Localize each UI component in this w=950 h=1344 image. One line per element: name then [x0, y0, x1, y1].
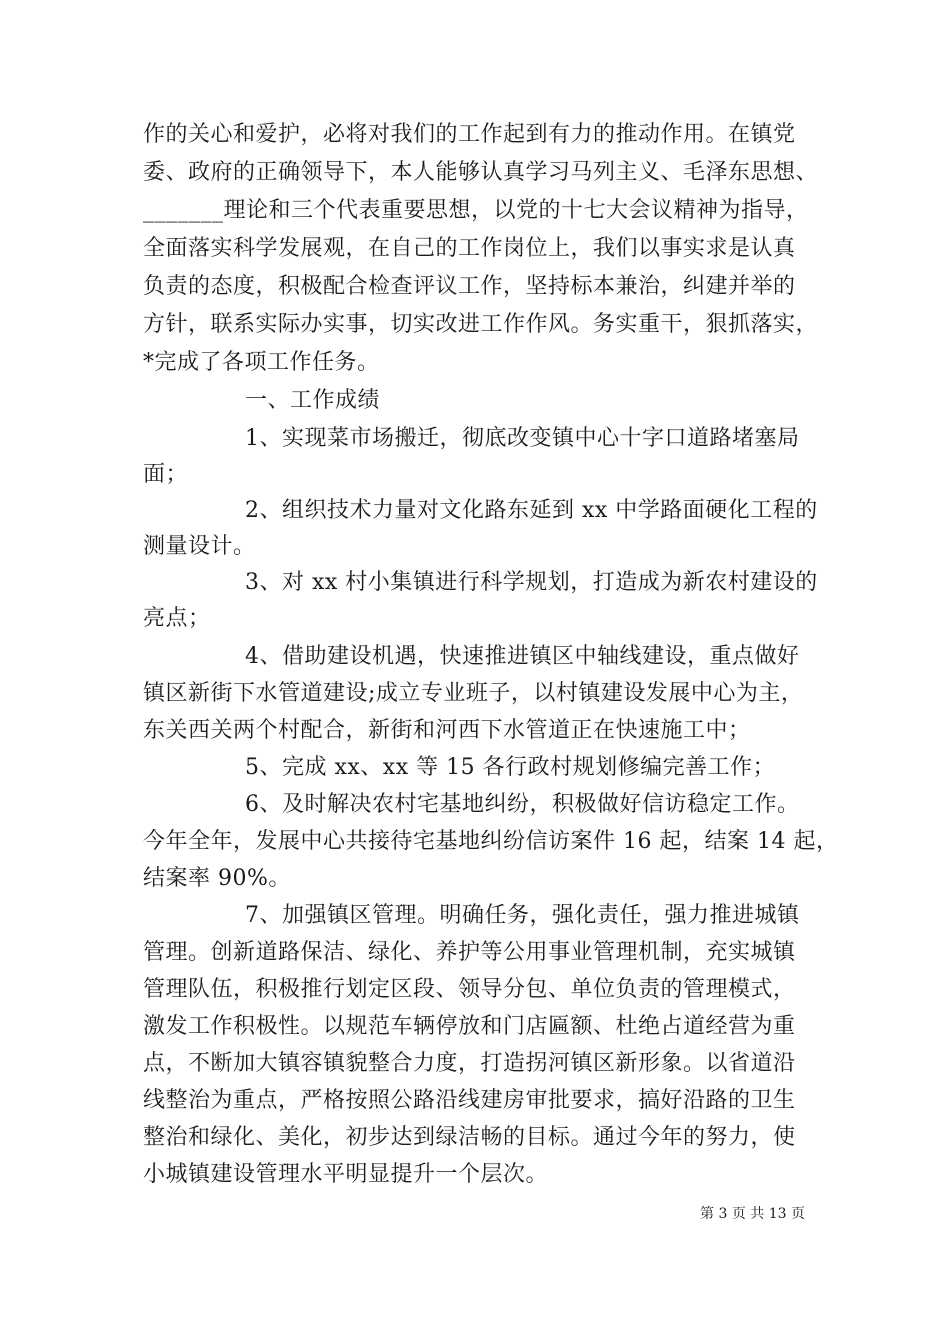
list-item-line: 管理队伍，积极推行划定区段、领导分包、单位负责的管理模式， — [143, 977, 796, 1002]
list-item-line: 4、借助建设机遇，快速推进镇区中轴线建设，重点做好 — [245, 644, 800, 669]
paragraph-line: 全面落实科学发展观，在自己的工作岗位上，我们以事实求是认真 — [143, 236, 796, 261]
list-item-line: 点，不断加大镇容镇貌整合力度，打造拐河镇区新形象。以省道沿 — [143, 1051, 796, 1076]
list-item-line: 3、对 xx 村小集镇进行科学规划，打造成为新农村建设的 — [245, 570, 818, 595]
list-item-line: 面； — [143, 462, 189, 487]
list-item-line: 测量设计。 — [143, 534, 256, 559]
paragraph-line: 方针，联系实际办实事，切实改进工作作风。务实重干，狠抓落实， — [143, 312, 819, 337]
list-item-line: 镇区新街下水管道建设;成立专业班子，以村镇建设发展中心为主， — [143, 681, 804, 706]
list-item-line: 小城镇建设管理水平明显提升一个层次。 — [143, 1162, 549, 1187]
paragraph-line: 作的关心和爱护，必将对我们的工作起到有力的推动作用。在镇党 — [143, 122, 796, 147]
list-item-line: 1、实现菜市场搬迁，彻底改变镇中心十字口道路堵塞局 — [245, 426, 800, 451]
list-item-line: 管理。创新道路保洁、绿化、养护等公用事业管理机制，充实城镇 — [143, 940, 796, 965]
section-heading: 一、工作成绩 — [245, 388, 381, 413]
list-item-line: 整治和绿化、美化，初步达到绿洁畅的目标。通过今年的努力，使 — [143, 1125, 796, 1150]
list-item-line: 7、加强镇区管理。明确任务，强化责任，强力推进城镇 — [245, 903, 800, 928]
list-item-line: 6、及时解决农村宅基地纠纷，积极做好信访稳定工作。 — [245, 792, 800, 817]
list-item-line: 今年全年，发展中心共接待宅基地纠纷信访案件 16 起，结案 14 起， — [143, 829, 839, 854]
list-item-line: 激发工作积极性。以规范车辆停放和门店匾额、杜绝占道经营为重 — [143, 1014, 796, 1039]
page-number: 第 3 页 共 13 页 — [700, 1206, 805, 1222]
list-item-line: 2、组织技术力量对文化路东延到 xx 中学路面硬化工程的 — [245, 498, 818, 523]
list-item-line: 亮点； — [143, 606, 211, 631]
list-item-line: 线整治为重点，严格按照公路沿线建房审批要求，搞好沿路的卫生 — [143, 1088, 796, 1113]
list-item-line: 结案率 90%。 — [143, 866, 291, 891]
paragraph-line: 负责的态度，积极配合检查评议工作，坚持标本兼治，纠建并举的 — [143, 274, 796, 299]
list-item-line: 5、完成 xx、xx 等 15 各行政村规划修编完善工作； — [245, 755, 776, 780]
paragraph-line: 委、政府的正确领导下，本人能够认真学习马列主义、毛泽东思想、 — [143, 160, 819, 185]
paragraph-line: *完成了各项工作任务。 — [143, 350, 380, 375]
paragraph-line: _______理论和三个代表重要思想，以党的十七大会议精神为指导， — [143, 198, 809, 223]
list-item-line: 东关西关两个村配合，新街和河西下水管道正在快速施工中； — [143, 718, 751, 743]
